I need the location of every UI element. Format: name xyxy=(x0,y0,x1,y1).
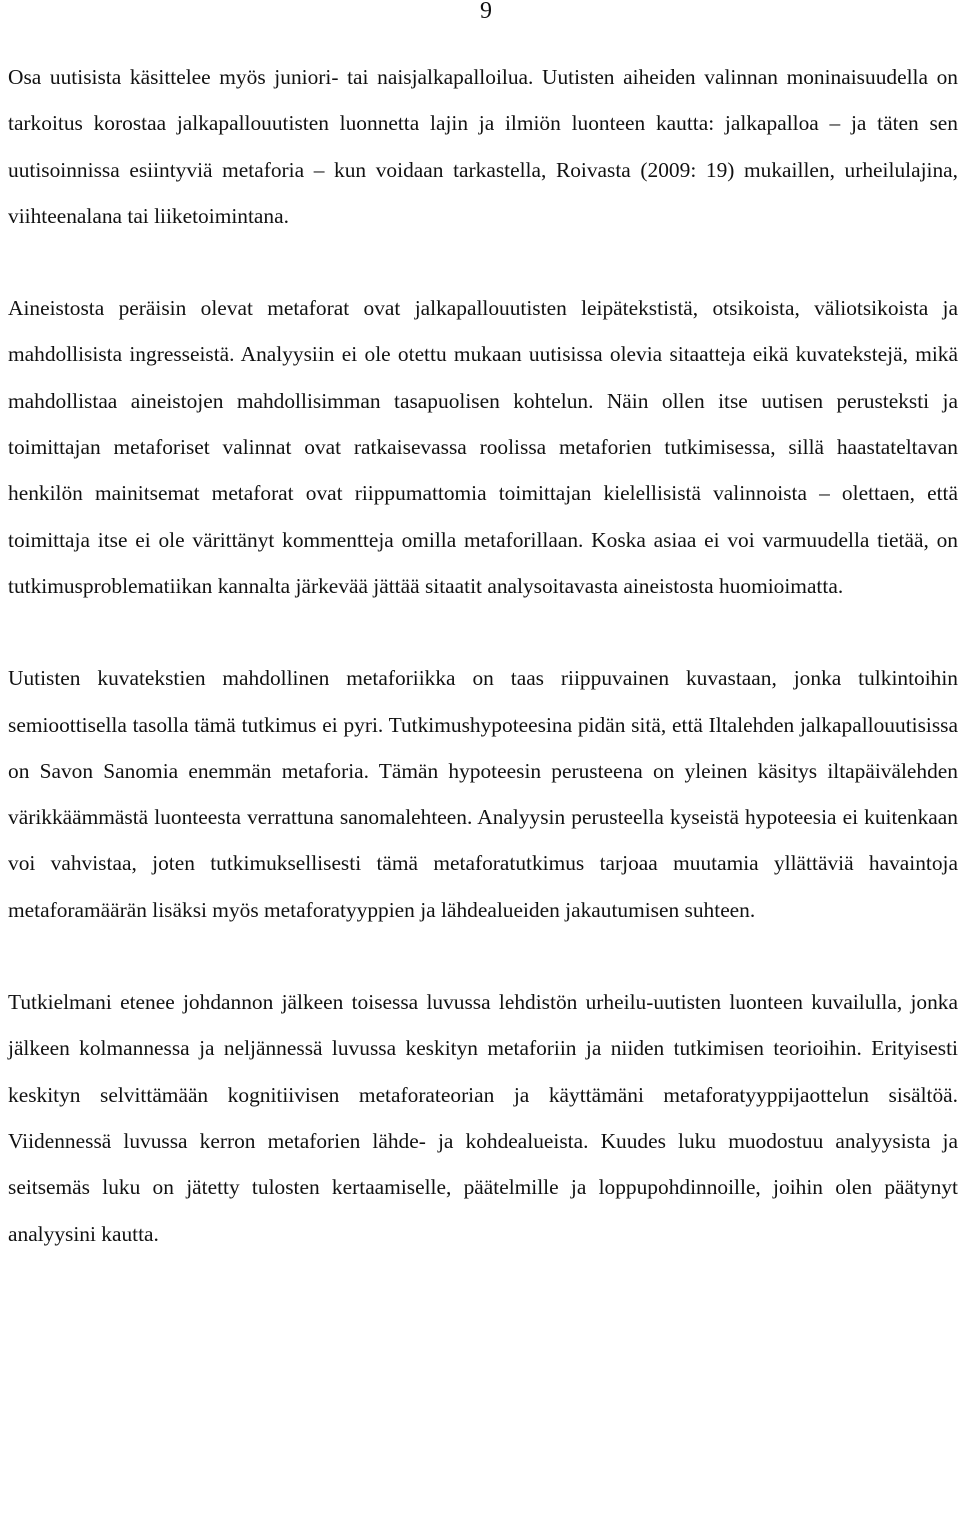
document-body xyxy=(8,54,958,1257)
paragraph-2: Aineistosta peräisin olevat metaforat ovat jalkapallouutisten leipätekstistä, otsikoista, väliotsikoista ja mahdollisista ingresseistä. Analyysiin ei ole otettu mukaan uutisissa olevia sitaatteja eikä kuvatekstejä, mikä mahdollistaa aineistojen mahdollisimman tasapuolisen kohtelun. Näin ollen itse uutisen perusteksti ja toimittajan metaforiset valinnat ovat ratkaisevassa roolissa metaforien tutkimisessa, sillä haastateltavan henkilön mainitsemat metaforat ovat riippumattomia toimittajan kielellisistä valinnoista – olettaen, että toimittaja itse ei ole värittänyt kommentteja omilla metaforillaan. Koska asiaa ei voi varmuudella tietää, on tutkimusproblematiikan kannalta järkevää jättää sitaatit analysoitavasta aineistosta huomioimatta. xyxy=(8,296,958,598)
paragraph-1: Osa uutisista käsittelee myös juniori- tai naisjalkapalloilua. Uutisten aiheiden valinnan moninaisuudella on tarkoitus korostaa jalkapallouutisten luonnetta lajin ja ilmiön luonteen kautta: jalkapalloa – ja täten sen uutisoinnissa esiintyviä metaforia – kun voidaan tarkastella, Roivasta (2009: 19) mukaillen, urheilulajina, viihteenalana tai liiketoimintana. xyxy=(8,65,958,228)
paragraph-3: Uutisten kuvatekstien mahdollinen metaforiikka on taas riippuvainen kuvastaan, jonka tulkintoihin semioottisella tasolla tämä tutkimus ei pyri. Tutkimushypoteesina pidän sitä, että Iltalehden jalkapallouutisissa on Savon Sanomia enemmän metaforia. Tämän hypoteesin perusteena on yleinen käsitys iltapäivälehden värikkäämmästä luonteesta verrattuna sanomalehteen. Analyysin perusteella kyseistä hypoteesia ei kuitenkaan voi vahvistaa, joten tutkimuksellisesti tämä metaforatutkimus tarjoaa muutamia yllättäviä havaintoja metaforamäärän lisäksi myös metaforatyyppien ja lähdealueiden jakautumisen suhteen. xyxy=(8,666,958,922)
paragraph-4: Tutkielmani etenee johdannon jälkeen toisessa luvussa lehdistön urheilu-uutisten luonteen kuvailulla, jonka jälkeen kolmannessa ja neljännessä luvussa keskityn metaforiin ja niiden tutkimisen teorioihin. Erityisesti keskityn selvittämään kognitiivisen metaforateorian ja käyttämäni metaforatyyppijaottelun sisältöä. Viidennessä luvussa kerron metaforien lähde- ja kohdealueista. Kuudes luku muodostuu analyysista ja seitsemäs luku on jätetty tulosten kertaamiselle, päätelmille ja loppupohdinnoille, joihin olen päätynyt analyysini kautta. xyxy=(8,990,958,1246)
page-number: 9 xyxy=(480,0,492,24)
